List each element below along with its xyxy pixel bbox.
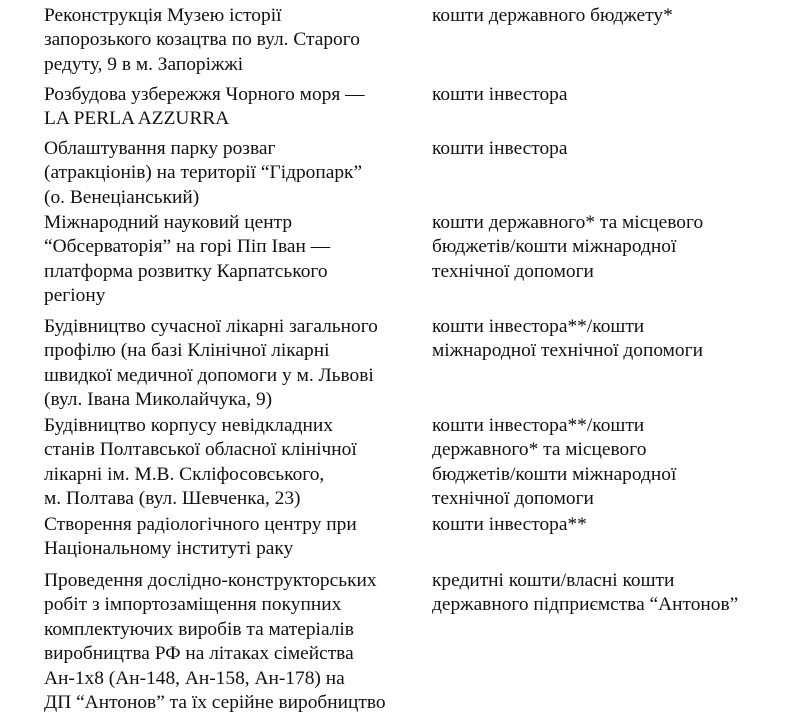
- funding-source: кошти державного бюджету*: [432, 5, 673, 26]
- project-name: Реконструкція Музею історії запорозького козацтва по вул. Старого редуту, 9 в м. Запоріжжі: [44, 5, 360, 75]
- project-name: Облаштування парку розваг (атракціонів) на території “Гідропарк” (о. Венеціанський): [44, 138, 363, 208]
- funding-source: кошти інвестора: [432, 138, 568, 159]
- funding-source: кошти інвестора**: [432, 514, 587, 535]
- project-name: Створення радіологічного центру при Національному інституті раку: [44, 514, 357, 560]
- funding-source: кошти інвестора**/кошти міжнародної технічної допомоги: [432, 316, 703, 362]
- funding-source: кошти інвестора: [432, 84, 568, 105]
- funding-source: кошти інвестора**/кошти державного* та місцевого бюджетів/кошти міжнародної технічної допомоги: [432, 415, 677, 510]
- project-name: Будівництво корпусу невідкладних станів Полтавської обласної клінічної лікарні ім. М.В. Скліфосовського, м. Полтава (вул. Шевченка, 23): [44, 415, 357, 510]
- project-name: Проведення дослідно-конструкторських робіт з імпортозаміщення покупних комплектуючих виробів та матеріалів виробництва РФ на літаках сімейства Ан-1х8 (Ан-148, Ан-158, Ан-178) на ДП “Антонов” та їх серійне виробництво: [44, 570, 386, 714]
- funding-source: кошти державного* та місцевого бюджетів/кошти міжнародної технічної допомоги: [432, 212, 704, 282]
- funding-source: кредитні кошти/власні кошти державного підприємства “Антонов”: [432, 570, 739, 616]
- project-name: Будівництво сучасної лікарні загального профілю (на базі Клінічної лікарні швидкої медичної допомоги у м. Львові (вул. Івана Миколайчука, 9): [44, 316, 378, 411]
- project-name: Розбудова узбережжя Чорного моря — LA PERLA AZZURRA: [44, 84, 365, 130]
- project-name: Міжнародний науковий центр “Обсерваторія” на горі Піп Іван — платформа розвитку Карпатського регіону: [44, 212, 331, 307]
